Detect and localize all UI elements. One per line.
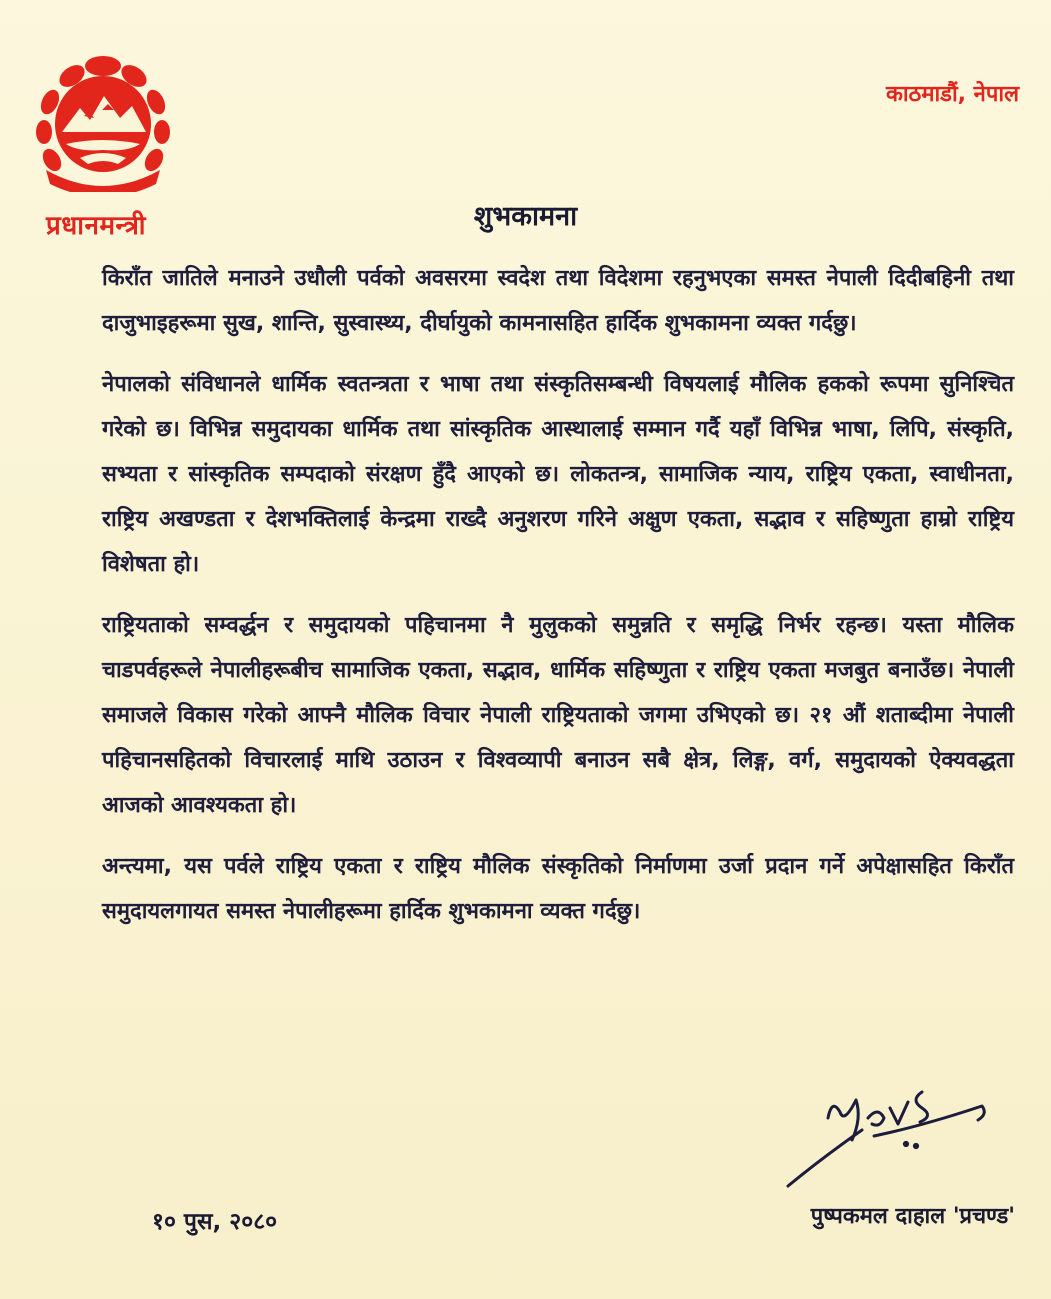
paragraph: नेपालको संविधानले धार्मिक स्वतन्त्रता र भाषा तथा संस्कृतिसम्बन्धी विषयलाई मौलिक हकको रूपमा सुनिश्चित गरेको छ। विभिन्न समुदायका धार्मिक तथा सांस्कृतिक आस्थालाई सम्मान गर्दै यहाँ विभिन्न भाषा, लिपि, संस्कृति, सभ्यता र सांस्कृतिक सम्पदाको संरक्षण हुँदै आएको छ। लोकतन्त्र, सामाजिक न्याय, राष्ट्रिय एकता, स्वाधीनता, राष्ट्रिय अखण्डता र देशभक्तिलाई केन्द्रमा राख्दै अनुशरण गरिने अक्षुण एकता, सद्भाव र सहिष्णुता हाम्रो राष्ट्रिय विशेषता हो। [102,372,1014,577]
letter-body [102,256,1014,950]
handwritten-signature-icon [782,1078,992,1190]
nepal-emblem-icon [28,52,178,192]
paragraph: अन्त्यमा, यस पर्वले राष्ट्रिय एकता र राष्ट्रिय मौलिक संस्कृतिको निर्माणमा उर्जा प्रदान गर्ने अपेक्षासहित किराँत समुदायलगायत समस्त नेपालीहरूमा हार्दिक शुभकामना व्यक्त गर्दछु। [102,854,1014,924]
paragraph: राष्ट्रियताको सम्वर्द्धन र समुदायको पहिचानमा नै मुलुकको समुन्नति र समृद्धि निर्भर रहन्छ। यस्ता मौलिक चाडपर्वहरूले नेपालीहरूबीच सामाजिक एकता, सद्भाव, धार्मिक सहिष्णुता र राष्ट्रिय एकता मजबुत बनाउँछ। नेपाली समाजले विकास गरेको आफ्नै मौलिक विचार नेपाली राष्ट्रियताको जगमा उभिएको छ। २१ औं शताब्दीमा नेपाली पहिचानसहितको विचारलाई माथि उठाउन र विश्वव्यापी बनाउन सबै क्षेत्र, लिङ्ग, वर्ग, समुदायको ऐक्यवद्धता आजको आवश्यकता हो। [102,613,1014,818]
place-label: काठमाडौं, नेपाल [885,82,1019,107]
date-label: १० पुस, २०८० [152,1209,278,1235]
document-title: शुभकामना [473,201,578,232]
office-label: प्रधानमन्त्री [46,211,147,241]
signer-name: पुष्पकमल दाहाल 'प्रचण्ड' [810,1204,1015,1229]
paragraph: किराँत जातिले मनाउने उधौली पर्वको अवसरमा स्वदेश तथा विदेशमा रहनुभएका समस्त नेपाली दिदीबहिनी तथा दाजुभाइहरूमा सुख, शान्ति, सुस्वास्थ्य, दीर्घायुको कामनासहित हार्दिक शुभकामना व्यक्त गर्दछु। [102,266,1014,336]
